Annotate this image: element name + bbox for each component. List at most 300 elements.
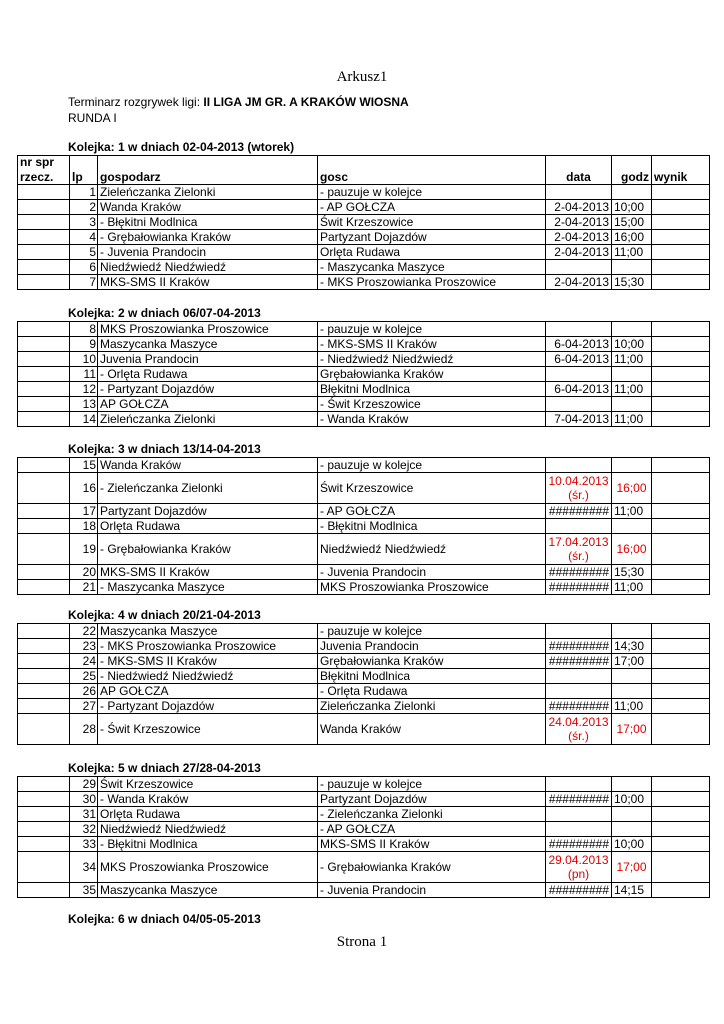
date-cell	[546, 777, 612, 792]
away-team-cell: - Świt Krzeszowice	[318, 397, 546, 412]
result-cell	[652, 624, 710, 639]
lp-cell: 16	[70, 473, 98, 504]
time-cell: 11;00	[612, 382, 652, 397]
lp-cell: 29	[70, 777, 98, 792]
result-cell	[652, 654, 710, 669]
lp-cell: 15	[70, 458, 98, 473]
lp-cell: 8	[70, 322, 98, 337]
table-row	[18, 337, 710, 352]
lp-cell: 19	[70, 534, 98, 565]
table-row	[18, 382, 710, 397]
lp-cell: 17	[70, 504, 98, 519]
header-spacer	[546, 156, 612, 171]
result-cell	[652, 837, 710, 852]
home-team-cell: - Zieleńczanka Zielonki	[98, 473, 318, 504]
table-row	[18, 215, 710, 230]
nr-spr-cell	[18, 230, 70, 245]
result-cell	[652, 260, 710, 275]
result-cell	[652, 504, 710, 519]
table-row	[18, 807, 710, 822]
col-header-rzecz: rzecz.	[18, 170, 70, 185]
date-cell	[546, 807, 612, 822]
away-team-cell: - Zieleńczanka Zielonki	[318, 807, 546, 822]
date-cell: 2-04-2013	[546, 245, 612, 260]
table-row	[18, 684, 710, 699]
date-cell: #########	[546, 565, 612, 580]
nr-spr-cell	[18, 669, 70, 684]
lp-cell: 11	[70, 367, 98, 382]
home-team-cell: - Grębałowianka Kraków	[98, 230, 318, 245]
table-row	[18, 699, 710, 714]
away-team-cell: - MKS-SMS II Kraków	[318, 337, 546, 352]
date-cell	[546, 624, 612, 639]
lp-cell: 27	[70, 699, 98, 714]
home-team-cell: - Błękitni Modlnica	[98, 215, 318, 230]
away-team-cell: - pauzuje w kolejce	[318, 624, 546, 639]
lp-cell: 28	[70, 714, 98, 745]
result-cell	[652, 230, 710, 245]
round-table	[17, 776, 710, 898]
table-row	[18, 565, 710, 580]
league-header	[68, 95, 409, 109]
round-table	[17, 321, 710, 427]
time-cell	[612, 777, 652, 792]
time-cell	[612, 367, 652, 382]
result-cell	[652, 714, 710, 745]
lp-cell: 3	[70, 215, 98, 230]
nr-spr-cell	[18, 580, 70, 595]
away-team-cell: Błękitni Modlnica	[318, 382, 546, 397]
date-cell: #########	[546, 883, 612, 898]
date-cell	[546, 519, 612, 534]
home-team-cell: Niedźwiedź Niedźwiedź	[98, 260, 318, 275]
time-cell: 16;00	[612, 473, 652, 504]
table-row	[18, 473, 710, 504]
result-cell	[652, 367, 710, 382]
result-cell	[652, 275, 710, 290]
header-spacer	[98, 156, 318, 171]
time-cell: 10;00	[612, 837, 652, 852]
nr-spr-cell	[18, 837, 70, 852]
round-table	[17, 457, 710, 595]
table-row	[18, 185, 710, 200]
table-row	[18, 639, 710, 654]
header-spacer	[612, 156, 652, 171]
date-cell: #########	[546, 654, 612, 669]
nr-spr-cell	[18, 777, 70, 792]
result-cell	[652, 519, 710, 534]
home-team-cell: - Błękitni Modlnica	[98, 837, 318, 852]
lp-cell: 20	[70, 565, 98, 580]
nr-spr-cell	[18, 367, 70, 382]
home-team-cell: - Maszycanka Maszyce	[98, 580, 318, 595]
lp-cell: 14	[70, 412, 98, 427]
date-cell	[546, 322, 612, 337]
nr-spr-cell	[18, 352, 70, 367]
home-team-cell: Zieleńczanka Zielonki	[98, 412, 318, 427]
home-team-cell: Partyzant Dojazdów	[98, 504, 318, 519]
header-spacer	[318, 156, 546, 171]
table-row	[18, 230, 710, 245]
round-title: Kolejka: 2 w dniach 06/07-04-2013	[68, 306, 261, 320]
home-team-cell: Juvenia Prandocin	[98, 352, 318, 367]
date-cell: #########	[546, 639, 612, 654]
col-header-gospodarz: gospodarz	[98, 170, 318, 185]
away-team-cell: - Orlęta Rudawa	[318, 684, 546, 699]
col-header-wynik: wynik	[652, 170, 710, 185]
lp-cell: 1	[70, 185, 98, 200]
table-header-row	[18, 156, 710, 171]
table-row	[18, 352, 710, 367]
time-cell: 14;15	[612, 883, 652, 898]
lp-cell: 7	[70, 275, 98, 290]
time-cell	[612, 519, 652, 534]
time-cell: 17;00	[612, 852, 652, 883]
date-cell: 29.04.2013 (pn)	[546, 852, 612, 883]
table-row	[18, 322, 710, 337]
result-cell	[652, 337, 710, 352]
table-row	[18, 777, 710, 792]
lp-cell: 26	[70, 684, 98, 699]
date-cell: #########	[546, 837, 612, 852]
lp-cell: 32	[70, 822, 98, 837]
away-team-cell: - AP GOŁCZA	[318, 200, 546, 215]
table-row	[18, 245, 710, 260]
next-round-title: Kolejka: 6 w dniach 04/05-05-2013	[68, 912, 261, 926]
away-team-cell: - MKS Proszowianka Proszowice	[318, 275, 546, 290]
table-row	[18, 504, 710, 519]
result-cell	[652, 458, 710, 473]
result-cell	[652, 852, 710, 883]
result-cell	[652, 565, 710, 580]
nr-spr-cell	[18, 883, 70, 898]
away-team-cell: Wanda Kraków	[318, 714, 546, 745]
sheet-title: Arkusz1	[336, 69, 388, 85]
time-cell: 10;00	[612, 200, 652, 215]
home-team-cell: Orlęta Rudawa	[98, 519, 318, 534]
round-title: Kolejka: 1 w dniach 02-04-2013 (wtorek)	[68, 140, 295, 154]
date-cell	[546, 397, 612, 412]
result-cell	[652, 534, 710, 565]
nr-spr-cell	[18, 654, 70, 669]
table-row	[18, 714, 710, 745]
away-team-cell: Świt Krzeszowice	[318, 215, 546, 230]
table-row	[18, 654, 710, 669]
away-team-cell: Juvenia Prandocin	[318, 639, 546, 654]
header-spacer	[652, 156, 710, 171]
lp-cell: 22	[70, 624, 98, 639]
round-table	[17, 155, 710, 290]
result-cell	[652, 397, 710, 412]
table-row	[18, 534, 710, 565]
time-cell: 14;30	[612, 639, 652, 654]
away-team-cell: - Juvenia Prandocin	[318, 883, 546, 898]
nr-spr-cell	[18, 714, 70, 745]
home-team-cell: Orlęta Rudawa	[98, 807, 318, 822]
lp-cell: 24	[70, 654, 98, 669]
date-cell: #########	[546, 504, 612, 519]
date-cell: 2-04-2013	[546, 230, 612, 245]
home-team-cell: MKS-SMS II Kraków	[98, 275, 318, 290]
table-header-row	[18, 170, 710, 185]
home-team-cell: Zieleńczanka Zielonki	[98, 185, 318, 200]
result-cell	[652, 580, 710, 595]
table-row	[18, 412, 710, 427]
table-row	[18, 458, 710, 473]
lp-cell: 10	[70, 352, 98, 367]
round-table	[17, 623, 710, 745]
nr-spr-cell	[18, 382, 70, 397]
date-cell: #########	[546, 580, 612, 595]
nr-spr-cell	[18, 822, 70, 837]
date-cell	[546, 669, 612, 684]
home-team-cell: - Partyzant Dojazdów	[98, 382, 318, 397]
time-cell: 10;00	[612, 792, 652, 807]
nr-spr-cell	[18, 639, 70, 654]
table-row	[18, 200, 710, 215]
result-cell	[652, 412, 710, 427]
away-team-cell: Zieleńczanka Zielonki	[318, 699, 546, 714]
table-row	[18, 822, 710, 837]
nr-spr-cell	[18, 397, 70, 412]
home-team-cell: AP GOŁCZA	[98, 397, 318, 412]
nr-spr-cell	[18, 200, 70, 215]
result-cell	[652, 669, 710, 684]
home-team-cell: MKS Proszowianka Proszowice	[98, 322, 318, 337]
home-team-cell: AP GOŁCZA	[98, 684, 318, 699]
time-cell	[612, 807, 652, 822]
result-cell	[652, 382, 710, 397]
time-cell: 15;30	[612, 275, 652, 290]
result-cell	[652, 639, 710, 654]
table-row	[18, 852, 710, 883]
time-cell: 16;00	[612, 230, 652, 245]
away-team-cell: Grębałowianka Kraków	[318, 367, 546, 382]
nr-spr-cell	[18, 337, 70, 352]
result-cell	[652, 883, 710, 898]
nr-spr-cell	[18, 322, 70, 337]
col-header-data: data	[546, 170, 612, 185]
result-cell	[652, 200, 710, 215]
nr-spr-cell	[18, 684, 70, 699]
home-team-cell: - MKS Proszowianka Proszowice	[98, 639, 318, 654]
date-cell	[546, 822, 612, 837]
time-cell: 11;00	[612, 580, 652, 595]
time-cell: 17;00	[612, 714, 652, 745]
date-cell	[546, 458, 612, 473]
date-cell: 10.04.2013 (śr.)	[546, 473, 612, 504]
result-cell	[652, 352, 710, 367]
lp-cell: 2	[70, 200, 98, 215]
nr-spr-cell	[18, 260, 70, 275]
away-team-cell: Świt Krzeszowice	[318, 473, 546, 504]
nr-spr-cell	[18, 852, 70, 883]
home-team-cell: - Juvenia Prandocin	[98, 245, 318, 260]
home-team-cell: - MKS-SMS II Kraków	[98, 654, 318, 669]
away-team-cell: Grębałowianka Kraków	[318, 654, 546, 669]
away-team-cell: Błękitni Modlnica	[318, 669, 546, 684]
lp-cell: 9	[70, 337, 98, 352]
home-team-cell: MKS-SMS II Kraków	[98, 565, 318, 580]
nr-spr-cell	[18, 504, 70, 519]
date-cell: 17.04.2013 (śr.)	[546, 534, 612, 565]
away-team-cell: Partyzant Dojazdów	[318, 230, 546, 245]
date-cell: 2-04-2013	[546, 275, 612, 290]
lp-cell: 21	[70, 580, 98, 595]
date-cell	[546, 684, 612, 699]
time-cell: 15;30	[612, 565, 652, 580]
nr-spr-cell	[18, 458, 70, 473]
result-cell	[652, 822, 710, 837]
lp-cell: 25	[70, 669, 98, 684]
date-cell: 7-04-2013	[546, 412, 612, 427]
away-team-cell: Orlęta Rudawa	[318, 245, 546, 260]
away-team-cell: - pauzuje w kolejce	[318, 185, 546, 200]
time-cell	[612, 669, 652, 684]
away-team-cell: MKS-SMS II Kraków	[318, 837, 546, 852]
lp-cell: 33	[70, 837, 98, 852]
lp-cell: 5	[70, 245, 98, 260]
result-cell	[652, 245, 710, 260]
away-team-cell: - Błękitni Modlnica	[318, 519, 546, 534]
nr-spr-cell	[18, 792, 70, 807]
nr-spr-cell	[18, 473, 70, 504]
table-row	[18, 275, 710, 290]
home-team-cell: MKS Proszowianka Proszowice	[98, 852, 318, 883]
home-team-cell: Niedźwiedź Niedźwiedź	[98, 822, 318, 837]
time-cell: 15;00	[612, 215, 652, 230]
result-cell	[652, 777, 710, 792]
lp-cell: 13	[70, 397, 98, 412]
nr-spr-cell	[18, 534, 70, 565]
nr-spr-cell	[18, 185, 70, 200]
time-cell	[612, 322, 652, 337]
table-row	[18, 260, 710, 275]
result-cell	[652, 699, 710, 714]
home-team-cell: Maszycanka Maszyce	[98, 883, 318, 898]
col-header-nr-spr: nr spr	[18, 156, 70, 171]
result-cell	[652, 215, 710, 230]
time-cell	[612, 260, 652, 275]
away-team-cell: - Niedźwiedź Niedźwiedź	[318, 352, 546, 367]
date-cell: 2-04-2013	[546, 200, 612, 215]
away-team-cell: - Maszycanka Maszyce	[318, 260, 546, 275]
page-footer: Strona 1	[336, 934, 388, 950]
time-cell	[612, 624, 652, 639]
lp-cell: 23	[70, 639, 98, 654]
result-cell	[652, 792, 710, 807]
date-cell: 6-04-2013	[546, 352, 612, 367]
date-cell: 2-04-2013	[546, 215, 612, 230]
nr-spr-cell	[18, 215, 70, 230]
lp-cell: 30	[70, 792, 98, 807]
away-team-cell: - pauzuje w kolejce	[318, 458, 546, 473]
table-row	[18, 883, 710, 898]
time-cell: 10;00	[612, 337, 652, 352]
table-row	[18, 792, 710, 807]
home-team-cell: Maszycanka Maszyce	[98, 624, 318, 639]
table-row	[18, 669, 710, 684]
round-title: Kolejka: 5 w dniach 27/28-04-2013	[68, 761, 261, 775]
nr-spr-cell	[18, 807, 70, 822]
time-cell	[612, 822, 652, 837]
home-team-cell: - Orlęta Rudawa	[98, 367, 318, 382]
date-cell: 6-04-2013	[546, 337, 612, 352]
date-cell: 6-04-2013	[546, 382, 612, 397]
lp-cell: 31	[70, 807, 98, 822]
col-header-gosc: gosc	[318, 170, 546, 185]
home-team-cell: Wanda Kraków	[98, 458, 318, 473]
time-cell	[612, 397, 652, 412]
time-cell: 16;00	[612, 534, 652, 565]
home-team-cell: - Partyzant Dojazdów	[98, 699, 318, 714]
date-cell: #########	[546, 699, 612, 714]
nr-spr-cell	[18, 624, 70, 639]
away-team-cell: - AP GOŁCZA	[318, 822, 546, 837]
away-team-cell: - AP GOŁCZA	[318, 504, 546, 519]
col-header-godz: godz	[612, 170, 652, 185]
result-cell	[652, 684, 710, 699]
result-cell	[652, 473, 710, 504]
lp-cell: 18	[70, 519, 98, 534]
time-cell: 11;00	[612, 412, 652, 427]
result-cell	[652, 185, 710, 200]
col-header-lp: lp	[70, 170, 98, 185]
result-cell	[652, 322, 710, 337]
league-name: II LIGA JM GR. A KRAKÓW WIOSNA	[203, 95, 409, 109]
time-cell	[612, 684, 652, 699]
table-row	[18, 397, 710, 412]
table-row	[18, 580, 710, 595]
table-row	[18, 624, 710, 639]
nr-spr-cell	[18, 412, 70, 427]
away-team-cell: Partyzant Dojazdów	[318, 792, 546, 807]
time-cell	[612, 458, 652, 473]
date-cell	[546, 367, 612, 382]
away-team-cell: MKS Proszowianka Proszowice	[318, 580, 546, 595]
away-team-cell: - pauzuje w kolejce	[318, 777, 546, 792]
away-team-cell: - Juvenia Prandocin	[318, 565, 546, 580]
result-cell	[652, 807, 710, 822]
league-prefix: Terminarz rozgrywek ligi:	[68, 95, 201, 109]
nr-spr-cell	[18, 275, 70, 290]
date-cell	[546, 185, 612, 200]
round-title: Kolejka: 4 w dniach 20/21-04-2013	[68, 608, 261, 622]
lp-cell: 35	[70, 883, 98, 898]
nr-spr-cell	[18, 245, 70, 260]
nr-spr-cell	[18, 565, 70, 580]
time-cell: 11;00	[612, 245, 652, 260]
home-team-cell: - Niedźwiedź Niedźwiedź	[98, 669, 318, 684]
table-row	[18, 519, 710, 534]
lp-cell: 12	[70, 382, 98, 397]
table-row	[18, 837, 710, 852]
nr-spr-cell	[18, 699, 70, 714]
away-team-cell: - Wanda Kraków	[318, 412, 546, 427]
header-spacer	[70, 156, 98, 171]
home-team-cell: Maszycanka Maszyce	[98, 337, 318, 352]
home-team-cell: Świt Krzeszowice	[98, 777, 318, 792]
home-team-cell: - Świt Krzeszowice	[98, 714, 318, 745]
time-cell: 11;00	[612, 504, 652, 519]
away-team-cell: - Grębałowianka Kraków	[318, 852, 546, 883]
nr-spr-cell	[18, 519, 70, 534]
date-cell: #########	[546, 792, 612, 807]
time-cell	[612, 185, 652, 200]
time-cell: 11;00	[612, 352, 652, 367]
home-team-cell: - Wanda Kraków	[98, 792, 318, 807]
home-team-cell: - Grębałowianka Kraków	[98, 534, 318, 565]
